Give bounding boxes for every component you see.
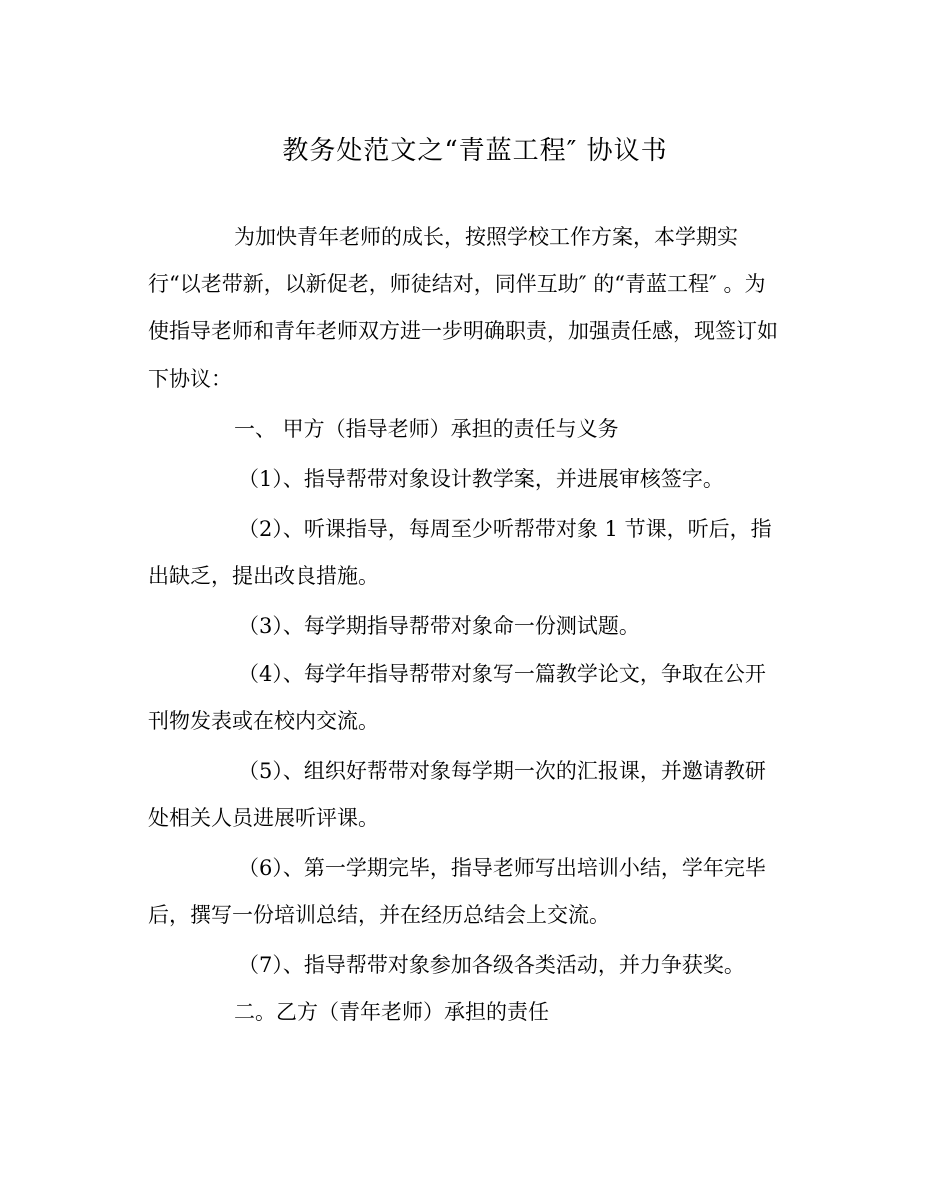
intro-line: 下协议：	[148, 367, 232, 391]
intro-line: 为加快青年老师的成长，按照学校工作方案，本学期实	[234, 225, 738, 249]
list-item-6-continued: 后，撰写一份培训总结，并在经历总结会上交流。	[148, 903, 610, 927]
list-item-2-continued: 出缺乏，提出改良措施。	[148, 564, 379, 588]
list-item-1: （1）、指导帮带对象设计教学案，并进展审核签字。	[238, 467, 724, 491]
document-title: 教务处范文之“青蓝工程″ 协议书	[282, 136, 668, 166]
section-2-heading: 二。乙方（青年老师）承担的责任	[234, 1000, 549, 1024]
list-item-5: （5）、组织好帮带对象每学期一次的汇报课，并邀请教研	[238, 759, 766, 783]
list-item-7: （7）、指导帮带对象参加各级各类活动，并力争获奖。	[238, 953, 745, 977]
list-item-6: （6）、第一学期完毕，指导老师写出培训小结，学年完毕	[238, 856, 766, 880]
list-item-5-continued: 处相关人员进展听评课。	[148, 806, 379, 830]
list-item-4: （4）、每学年指导帮带对象写一篇教学论文，争取在公开	[238, 662, 766, 686]
intro-line: 行“以老带新，以新促老，师徒结对，同伴互助″ 的“青蓝工程″ 。为	[148, 272, 766, 296]
intro-line: 使指导老师和青年老师双方进一步明确职责，加强责任感，现签订如	[148, 319, 778, 343]
section-1-heading: 一、 甲方（指导老师）承担的责任与义务	[234, 417, 619, 441]
list-item-3: （3）、每学期指导帮带对象命一份测试题。	[238, 614, 640, 638]
list-item-2: （2）、听课指导，每周至少听帮带对象 1 节课，听后，指	[238, 517, 772, 541]
list-item-4-continued: 刊物发表或在校内交流。	[148, 709, 379, 733]
